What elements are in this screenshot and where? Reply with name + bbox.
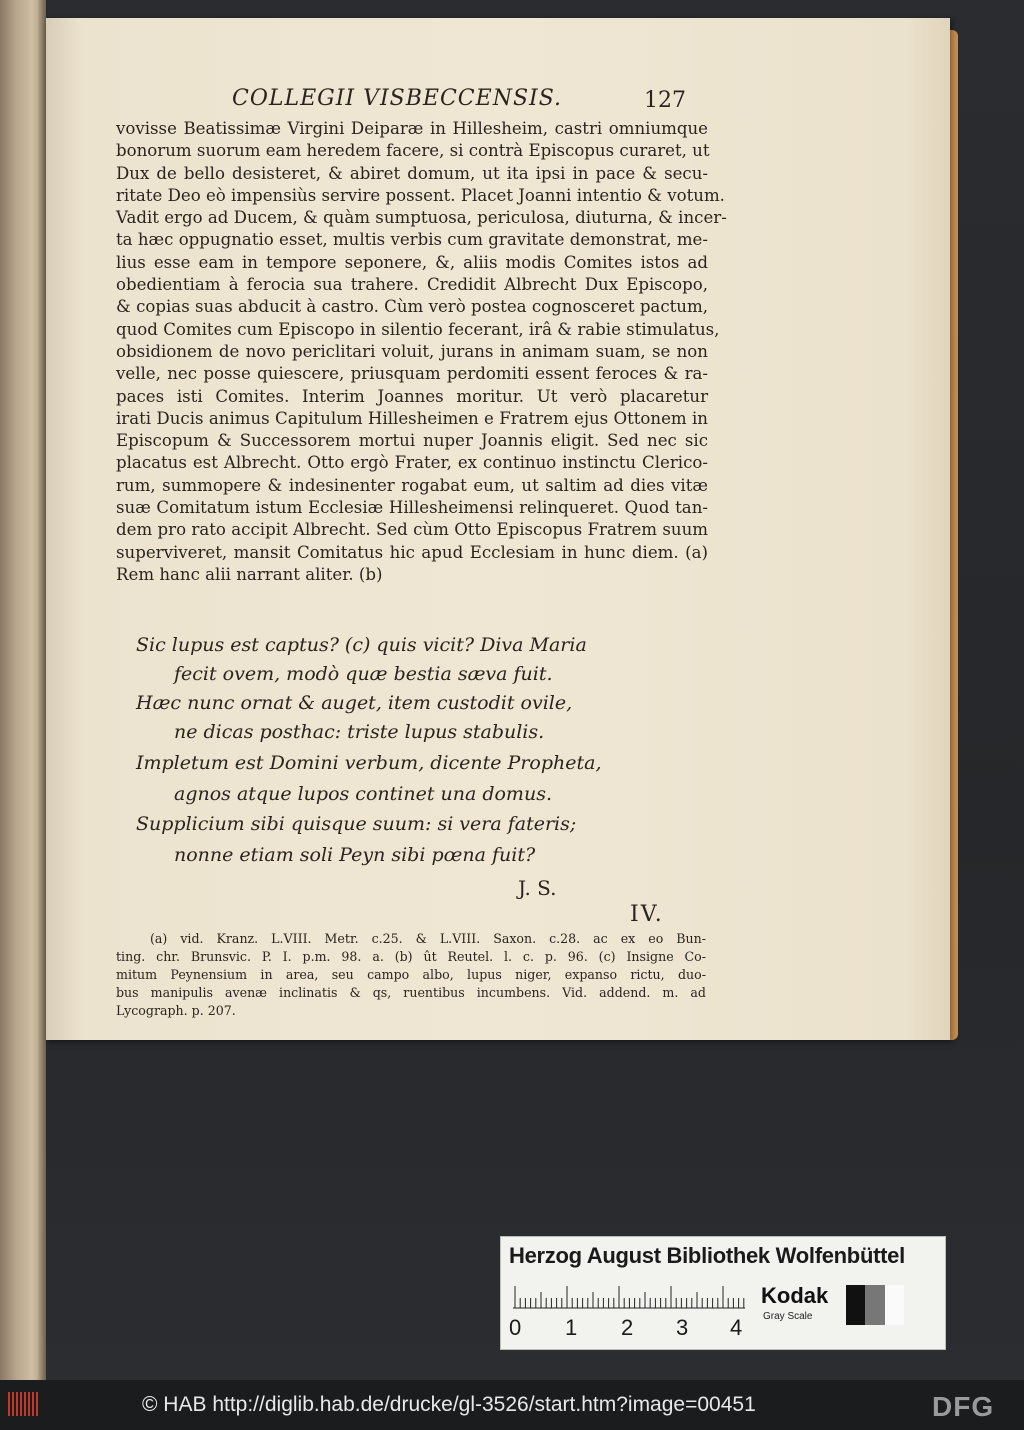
text-line: Rem hanc alii narrant aliter. (b) [116, 564, 383, 584]
text-line: dem pro rato accipit Albrecht. Sed cùm Otto Episcopus Fratrem suum [116, 520, 708, 540]
text-line: placatus est Albrecht. Otto ergò Frater, ex continuo instinctu Clerico- [116, 453, 708, 473]
text-line: obsidionem de novo periclitari voluit, jurans in animam suam, se non [116, 341, 708, 361]
text-line: obedientiam à ferocia sua trahere. Credidit Albrecht Dux Episcopo, [116, 275, 708, 295]
text-line: Dux de bello desisteret, & abiret domum, ut ita ipsi in pace & secu- [116, 163, 708, 183]
text-line: rum, summopere & indesinenter rogabat eum, ut saltim ad dies vitæ [116, 475, 708, 495]
text-line: lius esse eam in tempore seponere, &, aliis modis Comites istos ad [116, 252, 708, 272]
calibration-card [500, 1236, 946, 1350]
gutter-shadow [38, 0, 46, 1380]
footnote-line: Lycograph. p. 207. [116, 1003, 236, 1018]
text-line: velle, nec posse quiescere, priusquam perdomiti essent feroces & ra- [116, 364, 708, 384]
institution-name: Herzog August Bibliothek Wolfenbüttel [509, 1243, 905, 1268]
footnotes [116, 930, 706, 1020]
verse-line: ne dicas posthac: triste lupus stabulis. [174, 721, 545, 743]
page-number: 127 [644, 88, 686, 113]
text-line: paces isti Comites. Interim Joannes moritur. Ut verò placaretur [116, 386, 708, 406]
text-line: ta hæc oppugnatio esset, multis verbis cum gravitate demonstrat, me- [116, 230, 708, 250]
ruler-number: 1 [565, 1315, 578, 1340]
footnote-line: (a) vid. Kranz. L.VIII. Metr. c.25. & L.VIII. Saxon. c.28. ac ex eo Bun- [150, 931, 706, 946]
verse-line: Impletum est Domini verbum, dicente Propheta, [136, 752, 602, 774]
text-line: bonorum suorum eam heredem facere, si contrà Episcopus curaret, ut [116, 141, 710, 161]
verse-line: fecit ovem, modò quæ bestia sæva fuit. [174, 663, 553, 685]
dfg-logo: DFG [932, 1391, 995, 1422]
verse-line: Supplicium sibi quisque suum: si vera fateris; [136, 813, 577, 835]
gray-swatches [846, 1285, 904, 1325]
swatch-gray [865, 1285, 884, 1325]
text-line: quod Comites cum Episcopo in silentio fecerant, irâ & rabie stimulatus, [116, 319, 720, 339]
swatch-black [846, 1285, 865, 1325]
copyright-link[interactable]: © HAB http://diglib.hab.de/drucke/gl-3526/start.htm?image=00451 [142, 1393, 756, 1416]
text-line: ritate Deo eò impensiùs servire possent. Placet Joanni intentio & votum. [116, 185, 725, 205]
ruler-number: 0 [509, 1315, 522, 1340]
verse-line: Hæc nunc ornat & auget, item custodit ovile, [136, 692, 573, 714]
catchword: IV. [630, 902, 664, 927]
ruler-number: 4 [730, 1315, 743, 1340]
verse-signature: J. S. [518, 876, 557, 900]
ruler-number: 3 [676, 1315, 689, 1340]
text-line: superviveret, mansit Comitatus hic apud Ecclesiam in hunc diem. (a) [116, 542, 708, 562]
footnote-line: bus manipulis avenæ inclinatis & qs, ruentibus incumbens. Vid. addend. m. ad [116, 985, 706, 1000]
verse-line: nonne etiam soli Peyn sibi pœna fuit? [174, 844, 536, 866]
verse-line: Sic lupus est captus? (c) quis vicit? Diva Maria [136, 634, 587, 656]
text-line: vovisse Beatissimæ Virgini Deiparæ in Hillesheim, castri omniumque [116, 119, 708, 138]
footnote-line: ting. chr. Brunsvic. P. I. p.m. 98. a. (b) ût Reutel. l. c. p. 96. (c) Insigne Co- [116, 949, 706, 964]
text-line: suæ Comitatum istum Ecclesiæ Hillesheimensi relinqueret. Quod tan- [116, 498, 708, 518]
text-line: Vadit ergo ad Ducem, & quàm sumptuosa, periculosa, diuturna, & incer- [116, 208, 727, 228]
verse-line: agnos atque lupos continet una domus. [174, 783, 552, 805]
text-line: & copias suas abducit à castro. Cùm verò postea cognosceret pactum, [116, 297, 708, 317]
text-line: Episcopum & Successorem mortui nuper Joannis eligit. Sed nec sic [116, 431, 708, 451]
swatch-white [885, 1285, 904, 1325]
main-text [116, 118, 727, 586]
library-logo-icon [8, 1392, 40, 1416]
scale-ruler [513, 1283, 745, 1309]
footnote-line: mitum Peynensium in area, seu campo albo, lupus niger, expanso rictu, duo- [116, 967, 706, 982]
text-line: irati Ducis animus Capitulum Hillesheimen e Fratrem ejus Ottonem in [116, 408, 708, 428]
running-title: COLLEGII VISBECCENSIS. [232, 86, 562, 111]
grayscale-label: Gray Scale [763, 1311, 813, 1322]
ruler-number: 2 [621, 1315, 634, 1340]
kodak-logo: Kodak [761, 1283, 829, 1308]
